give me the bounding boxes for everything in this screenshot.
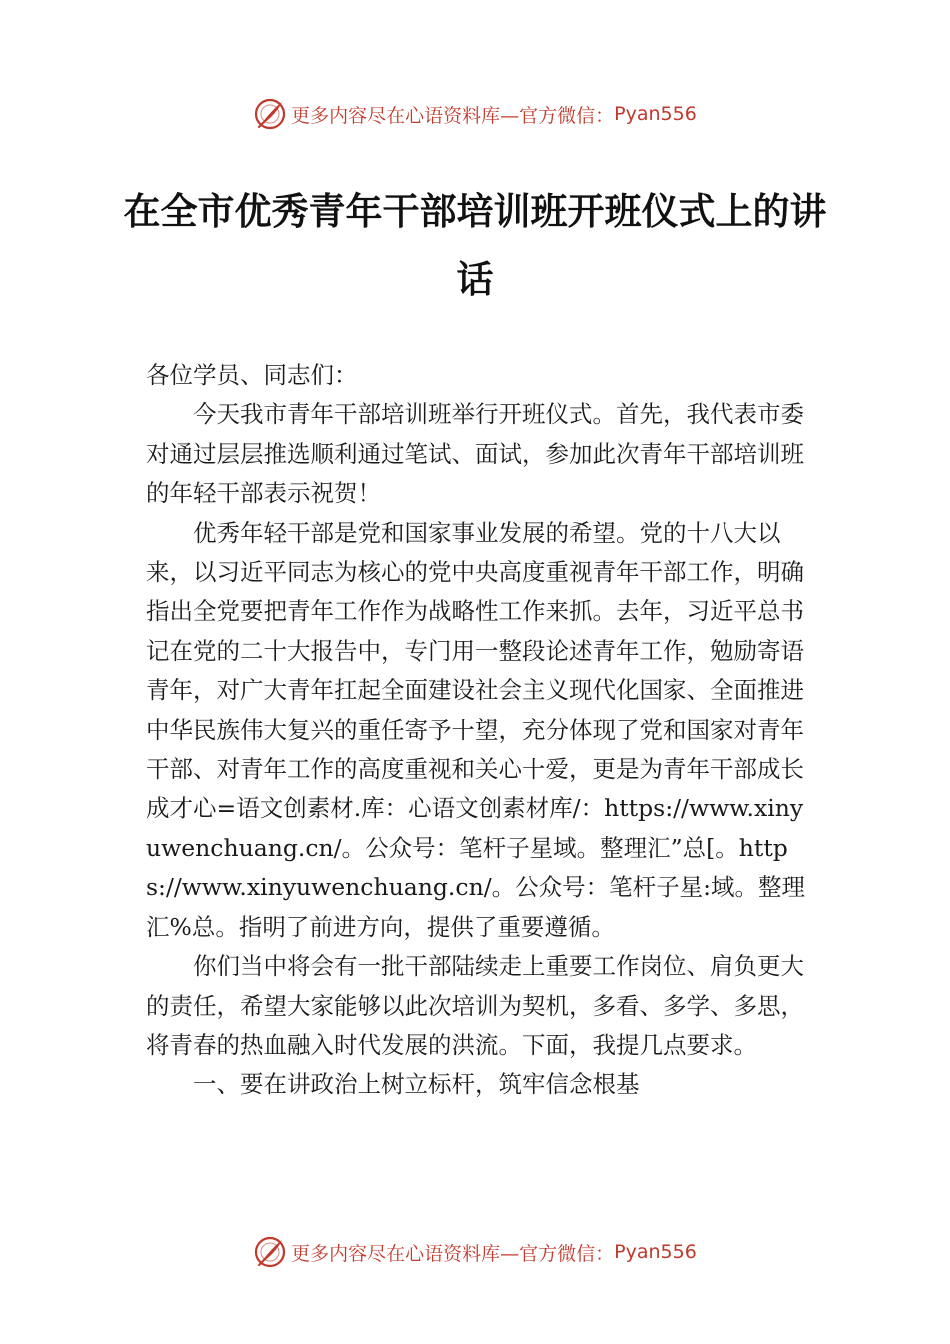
paragraph: 今天我市青年干部培训班举行开班仪式。首先，我代表市委对通过层层推选顺利通过笔试、面试，参加此次青年干部培训班的年轻干部表示祝贺！ [146,400,804,508]
quill-pen-seal-icon [253,1235,287,1269]
quill-pen-seal-icon [253,97,287,131]
footer-watermark [0,1232,950,1272]
watermark-text: 更多内容尽在心语资料库—官方微信： [291,104,615,127]
watermark-account: Pyan556 [614,1241,697,1263]
watermark-account: Pyan556 [614,103,697,125]
header-watermark [0,94,950,134]
paragraph: 优秀年轻干部是党和国家事业发展的希望。党的十八大以来，以习近平同志为核心的党中央高度重视青年干部工作，明确指出全党要把青年工作作为战略性工作来抓。去年，习近平总书记在党的二十大报告中，专门用一整段论述青年工作，勉励寄语青年，对广大青年扛起全面建设社会主义现代化国家、全面推进中华民族伟大复兴的重任寄予〸望，充分体现了党和国家对青年干部、对青年工作的高度重视和关心〸爱，更是为青年干部成长成才心=语文创素材.库：心语文创素材库/：https://www.xinyuwenchuang.cn/。公众号：笔杆子星域。整理汇”总[。https://www.xinyuwenchuang.cn/。公众号：笔杆子星:域。整理汇%总。指明了前进方向，提供了重要遵循。 [146,518,806,941]
section-heading: 一、要在讲政治上树立标杆，筑牢信念根基 [193,1070,640,1099]
document-title: 在全市优秀青年干部培训班开班仪式上的讲话 [123,190,827,301]
document-body [146,356,810,1105]
paragraph: 你们当中将会有一批干部陆续走上重要工作岗位、肩负更大的责任，希望大家能够以此次培训为契机，多看、多学、多思，将青春的热血融入时代发展的洪流。下面，我提几点要求。 [146,952,804,1059]
salutation: 各位学员、同志们： [146,361,358,389]
watermark-text: 更多内容尽在心语资料库—官方微信： [291,1242,615,1265]
